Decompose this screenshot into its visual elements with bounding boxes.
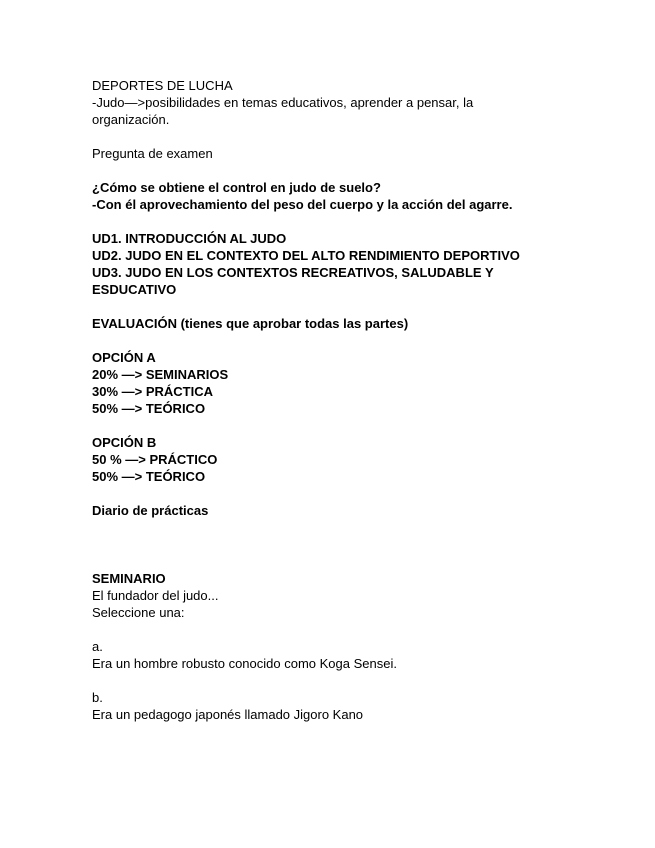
spacer [92, 128, 592, 145]
unit-2: UD2. JUDO EN EL CONTEXTO DEL ALTO RENDIMIENTO DEPORTIVO [92, 248, 520, 263]
exam-answer: -Con él aprovechamiento del peso del cuerpo y la acción del agarre. [92, 197, 513, 212]
spacer [92, 298, 592, 315]
spacer [92, 213, 592, 230]
document-page [92, 77, 592, 723]
evaluation-title: EVALUACIÓN (tienes que aprobar todas las partes) [92, 316, 409, 331]
seminar-title: SEMINARIO [92, 571, 166, 586]
seminar-instruction: Seleccione una: [92, 605, 185, 620]
spacer [92, 672, 592, 689]
option-a-item-teorico: 50% —> TEÓRICO [92, 401, 206, 416]
answer-option-b-text: Era un pedagogo japonés llamado Jigoro Kano [92, 707, 364, 722]
unit-3-continued: ESDUCATIVO [92, 282, 177, 297]
answer-option-a-text: Era un hombre robusto conocido como Koga Sensei. [92, 656, 397, 671]
exam-question-label: Pregunta de examen [92, 146, 213, 161]
spacer [92, 417, 592, 434]
unit-3: UD3. JUDO EN LOS CONTEXTOS RECREATIVOS, SALUDABLE Y [92, 265, 494, 280]
diary-label: Diario de prácticas [92, 503, 209, 518]
spacer [92, 332, 592, 349]
spacer [92, 485, 592, 502]
spacer [92, 621, 592, 638]
answer-option-b-letter: b. [92, 690, 103, 705]
option-a-title: OPCIÓN A [92, 350, 156, 365]
spacer [92, 519, 592, 570]
document-heading: DEPORTES DE LUCHA [92, 78, 233, 93]
exam-question: ¿Cómo se obtiene el control en judo de suelo? [92, 180, 381, 195]
option-a-item-practica: 30% —> PRÁCTICA [92, 384, 213, 399]
option-a-item-seminarios: 20% —> SEMINARIOS [92, 367, 229, 382]
option-b-item-teorico: 50% —> TEÓRICO [92, 469, 206, 484]
option-b-title: OPCIÓN B [92, 435, 157, 450]
spacer [92, 162, 592, 179]
intro-line-1: -Judo—>posibilidades en temas educativos, aprender a pensar, la [92, 95, 474, 110]
option-b-item-practico: 50 % —> PRÁCTICO [92, 452, 218, 467]
seminar-question: El fundador del judo... [92, 588, 219, 603]
unit-1: UD1. INTRODUCCIÓN AL JUDO [92, 231, 287, 246]
answer-option-a-letter: a. [92, 639, 103, 654]
intro-line-2: organización. [92, 112, 170, 127]
